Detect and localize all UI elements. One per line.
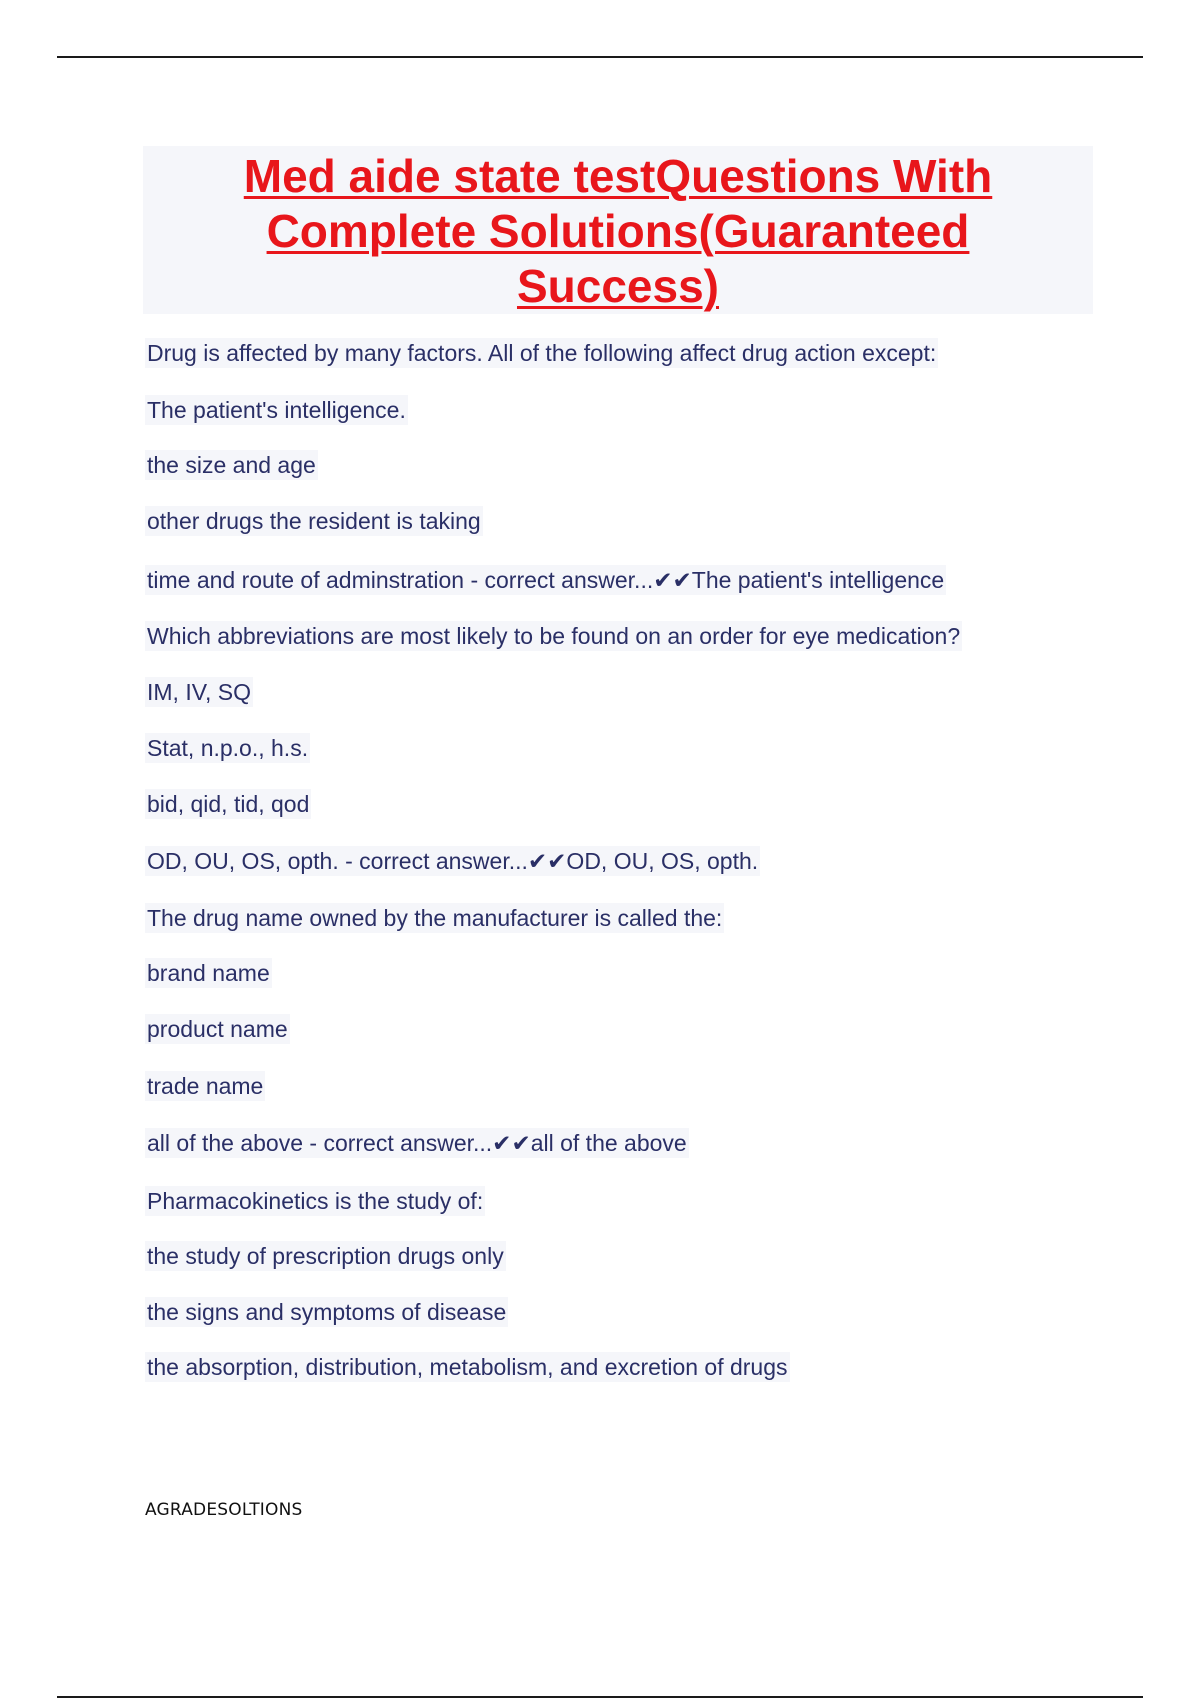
- answer-option: product name: [147, 1016, 288, 1042]
- question-text: Which abbreviations are most likely to be found on an order for eye medication?: [147, 623, 961, 649]
- question-text: The drug name owned by the manufacturer is called the:: [147, 905, 723, 931]
- answer-option: bid, qid, tid, qod: [147, 791, 310, 817]
- answer-option: brand name: [147, 960, 270, 986]
- question-text: Pharmacokinetics is the study of:: [147, 1188, 484, 1214]
- answer-option: IM, IV, SQ: [147, 679, 251, 705]
- footer-text: AGRADESOLTIONS: [145, 1500, 303, 1520]
- answer-option-correct: time and route of adminstration - correct answer...✔✔The patient's intelligence: [147, 567, 945, 593]
- answer-option-correct: all of the above - correct answer...✔✔all of the above: [147, 1130, 687, 1156]
- answer-option: the signs and symptoms of disease: [147, 1299, 507, 1325]
- answer-option-correct: OD, OU, OS, opth. - correct answer...✔✔OD, OU, OS, opth.: [147, 848, 759, 874]
- header-rule: [57, 56, 1143, 58]
- answer-option: The patient's intelligence.: [147, 397, 406, 423]
- answer-option: the absorption, distribution, metabolism, and excretion of drugs: [147, 1354, 788, 1380]
- footer-rule: [57, 1696, 1143, 1698]
- answer-option: the study of prescription drugs only: [147, 1243, 504, 1269]
- title-line: Complete Solutions(Guaranteed: [266, 205, 970, 257]
- document-title: [143, 146, 1093, 314]
- title-block: [143, 146, 1093, 314]
- answer-option: the size and age: [147, 452, 316, 478]
- title-line: Med aide state testQuestions With: [243, 150, 993, 202]
- answer-option: Stat, n.p.o., h.s.: [147, 735, 309, 761]
- title-line: Success): [516, 260, 719, 312]
- answer-option: other drugs the resident is taking: [147, 508, 481, 534]
- question-text: Drug is affected by many factors. All of the following affect drug action except:: [147, 340, 937, 366]
- answer-option: trade name: [147, 1073, 264, 1099]
